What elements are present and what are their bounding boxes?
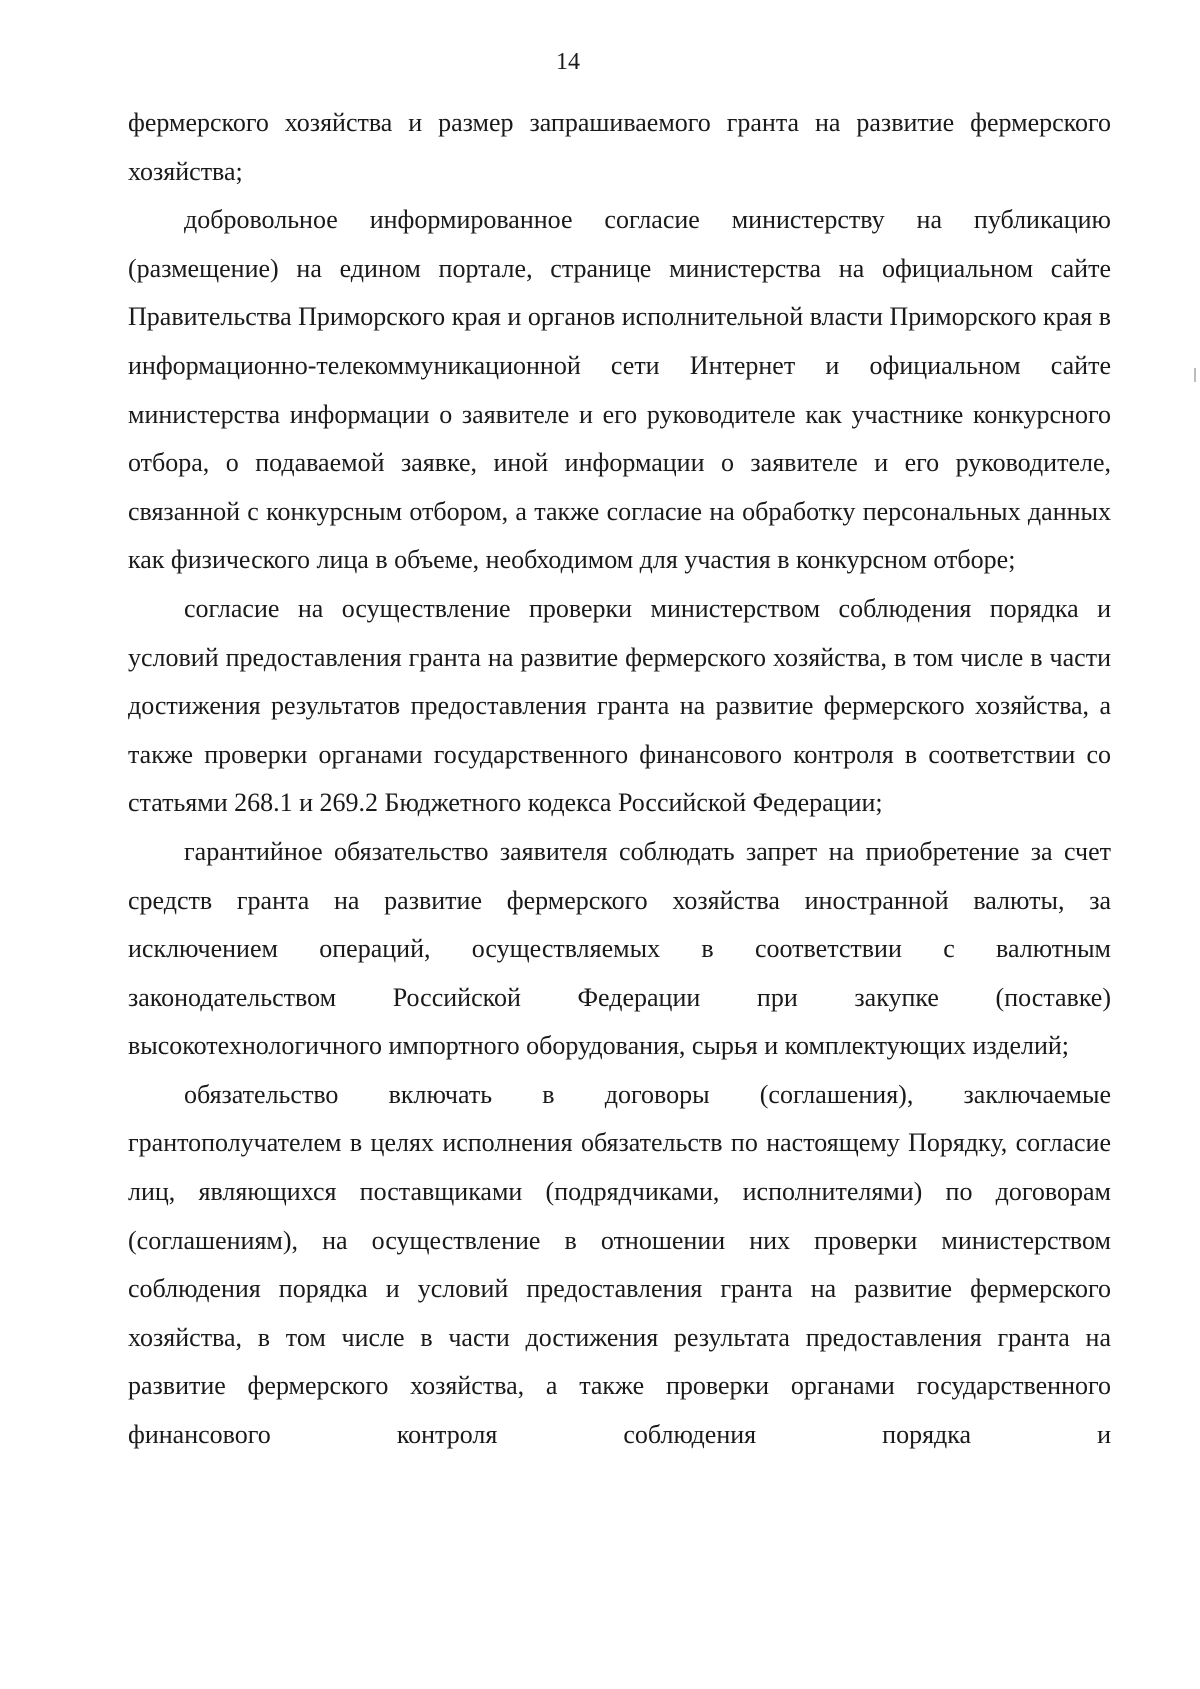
page-number: 14: [556, 49, 580, 75]
scan-edge-mark: [1194, 368, 1196, 382]
paragraph-continuation: фермерского хозяйства и размер запрашиваемого гранта на развитие фермерского хозяйства;: [128, 108, 1111, 186]
paragraph-contract-obligation: обязательство включать в договоры (соглашения), заключаемые грантополучателем в целях исполнения обязательств по настоящему Порядку, согласие лиц, являющихся поставщиками (подрядчиками, исполнителями) по договорам (соглашениям), на осуществление в отношении них проверки министерством соблюдения порядка и условий предоставления гранта на развитие фермерского хозяйства, в том числе в части достижения результата предоставления гранта на развитие фермерского хозяйства, а также проверки органами государственного финансового контроля соблюдения порядка и: [128, 1079, 1111, 1450]
paragraph-consent-publication: добровольное информированное согласие министерству на публикацию (размещение) на едином портале, странице министерства на официальном сайте Правительства Приморского края и органов исполнительной власти Приморского края в информационно-телекоммуникационной сети Интернет и официальном сайте министерства информации о заявителе и его руководителе как участнике конкурсного отбора, о подаваемой заявке, иной информации о заявителе и его руководителе, связанной с конкурсным отбором, а также согласие на обработку персональных данных как физического лица в объеме, необходимом для участия в конкурсном отборе;: [128, 205, 1111, 575]
paragraph-consent-inspection: согласие на осуществление проверки министерством соблюдения порядка и условий предоставления гранта на развитие фермерского хозяйства, в том числе в части достижения результатов предоставления гранта на развитие фермерского хозяйства, а также проверки органами государственного финансового контроля в соответствии со статьями 268.1 и 269.2 Бюджетного кодекса Российской Федерации;: [128, 593, 1111, 818]
paragraph-currency-guarantee: гарантийное обязательство заявителя соблюдать запрет на приобретение за счет средств гранта на развитие фермерского хозяйства иностранной валюты, за исключением операций, осуществляемых в соответствии с валютным законодательством Российской Федерации при закупке (поставке) высокотехнологичного импортного оборудования, сырья и комплектующих изделий;: [128, 836, 1111, 1061]
document-body: [128, 99, 1111, 1460]
